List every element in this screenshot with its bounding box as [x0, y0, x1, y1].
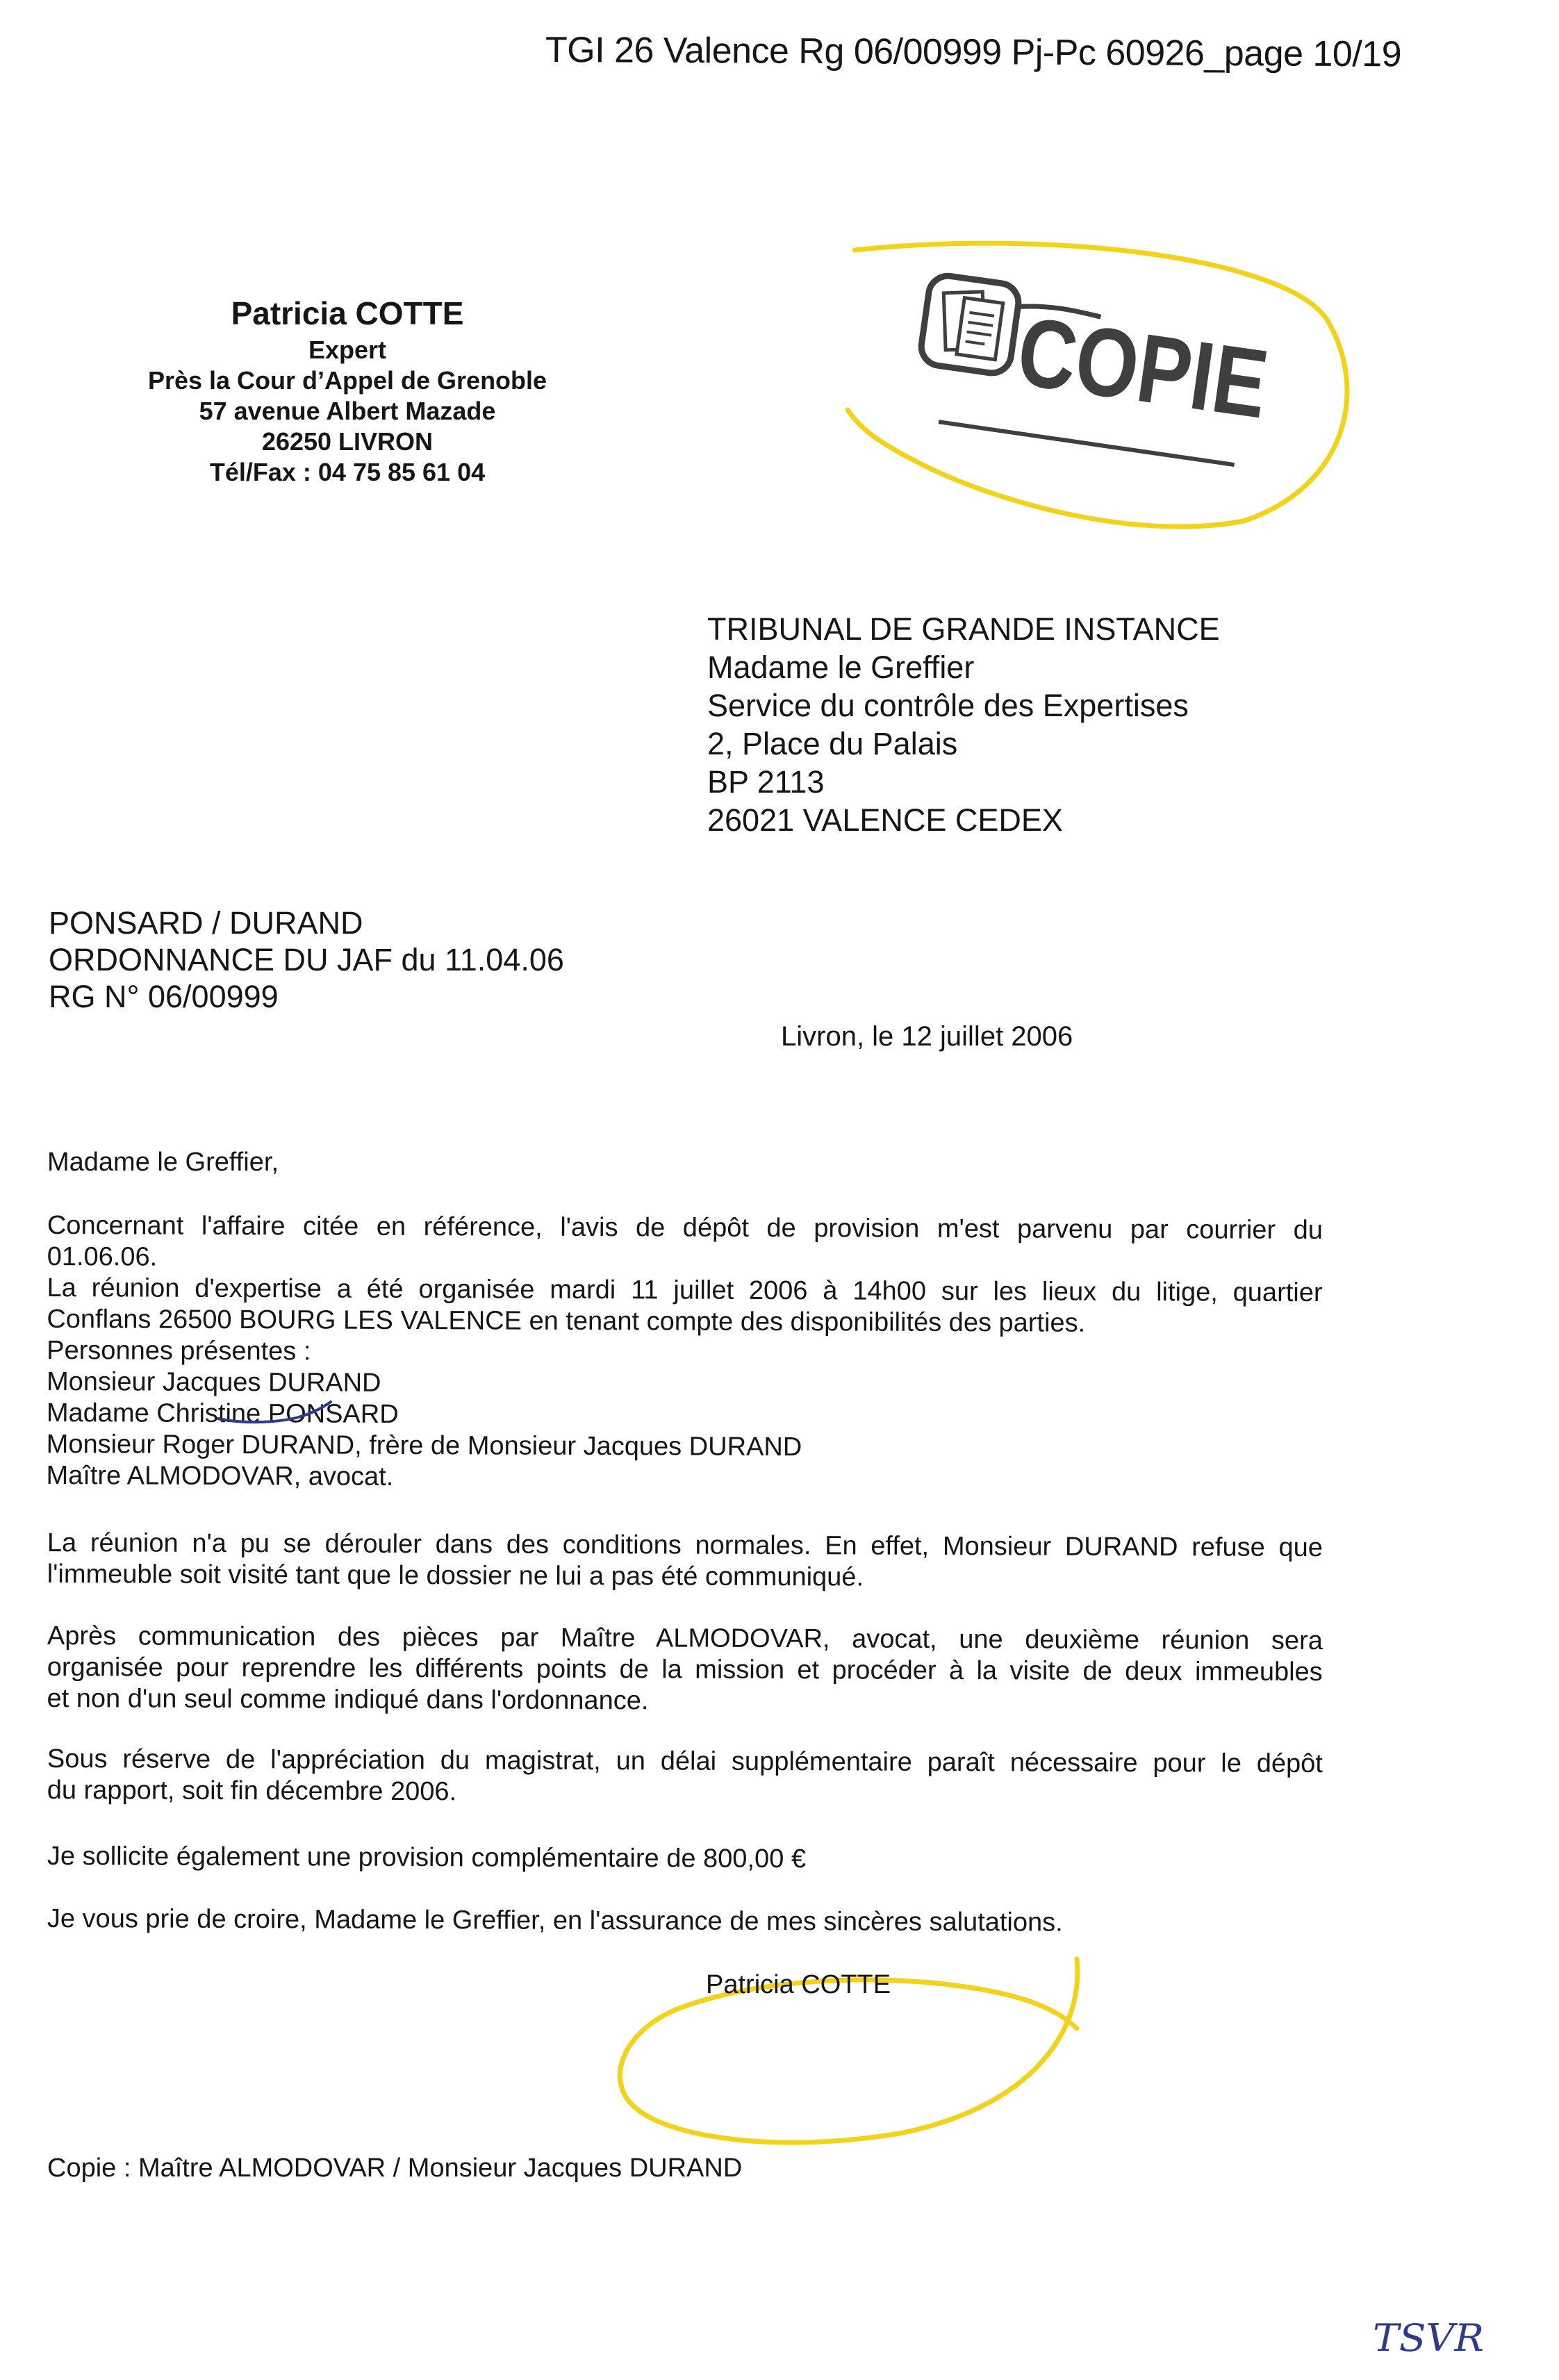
case-parties: PONSARD / DURAND	[49, 905, 363, 941]
place-date: Livron, le 12 juillet 2006	[781, 1021, 1073, 1052]
initials-text: TSVR	[1373, 2316, 1484, 2360]
sender-court: Près la Cour d’Appel de Grenoble	[147, 366, 547, 395]
sender-city: 26250 LIVRON	[261, 427, 434, 456]
case-rg-number: RG N° 06/00999	[49, 979, 279, 1014]
attendee-item: Monsieur Jacques DURAND	[46, 1366, 381, 1398]
body-paragraph-3	[47, 1621, 1323, 1719]
body-text-line: Je vous prie de croire, Madame le Greffier, en l'assurance de mes sincères salutations.	[47, 1904, 1063, 1937]
body-text-line: Après communication des pièces par Maître ALMODOVAR, avocat, une deuxième réunion sera	[47, 1621, 1323, 1656]
sender-name: Patricia COTTE	[231, 295, 464, 331]
sender-street: 57 avenue Albert Mazade	[199, 397, 496, 425]
case-reference	[49, 904, 564, 1015]
handwritten-underline-mark	[215, 1398, 333, 1425]
body-text-line: l'immeuble soit visité tant que le dossier ne lui a pas été communiqué.	[47, 1559, 864, 1592]
body-text-line: et non d'un seul comme indiqué dans l'ordonnance.	[47, 1683, 649, 1716]
handwritten-initials	[1367, 2305, 1492, 2367]
attendee-item: Madame Christine PONSARD	[46, 1398, 399, 1429]
body-text-line: du rapport, soit fin décembre 2006.	[47, 1775, 457, 1807]
attendee-item: Monsieur Roger DURAND, frère de Monsieur Jacques DURAND	[46, 1429, 802, 1462]
recipient-line: 2, Place du Palais	[707, 726, 958, 761]
sender-block	[49, 292, 646, 488]
recipient-address	[707, 610, 1220, 839]
case-order: ORDONNANCE DU JAF du 11.04.06	[49, 942, 564, 977]
body-text-line: Sous réserve de l'appréciation du magistrat, un délai supplémentaire paraît nécessaire pour le dépôt	[47, 1744, 1323, 1779]
salutation: Madame le Greffier,	[47, 1148, 279, 1177]
body-text-line: La réunion n'a pu se dérouler dans des conditions normales. En effet, Monsieur DURAND refuse que	[47, 1528, 1323, 1563]
body-paragraph-6	[47, 1903, 1323, 1940]
body-text-line: Concernant l'affaire citée en référence, l'avis de dépôt de provision m'est parvenu par courrier du	[47, 1211, 1323, 1246]
recipient-line: Service du contrôle des Expertises	[707, 688, 1189, 723]
copy-recipients: Copie : Maître ALMODOVAR / Monsieur Jacques DURAND	[47, 2154, 743, 2183]
body-text-line: Je sollicite également une provision complémentaire de 800,00 €	[47, 1842, 807, 1874]
copie-stamp	[841, 236, 1369, 542]
signature-name: Patricia COTTE	[706, 1970, 891, 1999]
body-text-line: Conflans 26500 BOURG LES VALENCE en tenant compte des disponibilités des parties.	[47, 1304, 1086, 1338]
recipient-line: 26021 VALENCE CEDEX	[707, 802, 1063, 838]
body-text-line: La réunion d'expertise a été organisée mardi 11 juillet 2006 à 14h00 sur les lieux du litige, quartier	[47, 1273, 1323, 1308]
body-paragraph-5	[47, 1841, 1323, 1877]
sender-title: Expert	[308, 336, 387, 364]
sender-phone: Tél/Fax : 04 75 85 61 04	[209, 458, 486, 486]
body-paragraph-4	[47, 1744, 1323, 1811]
recipient-line: BP 2113	[707, 764, 825, 800]
body-paragraph-2	[47, 1528, 1323, 1595]
recipient-line: Madame le Greffier	[707, 650, 975, 685]
body-text-line: organisée pour reprendre les différents points de la mission et procéder à la visite de deux immeubles	[47, 1652, 1323, 1687]
attendees-title: Personnes présentes :	[47, 1335, 311, 1366]
body-paragraph-1	[46, 1210, 1323, 1496]
stamp-label: COPIE	[1011, 296, 1267, 438]
recipient-line: TRIBUNAL DE GRANDE INSTANCE	[707, 611, 1220, 647]
attendee-item: Maître ALMODOVAR, avocat.	[46, 1460, 394, 1491]
page-header-reference: TGI 26 Valence Rg 06/00999 Pj-Pc 60926_page 10/19	[545, 30, 1402, 75]
body-text-line: 01.06.06.	[47, 1241, 158, 1272]
